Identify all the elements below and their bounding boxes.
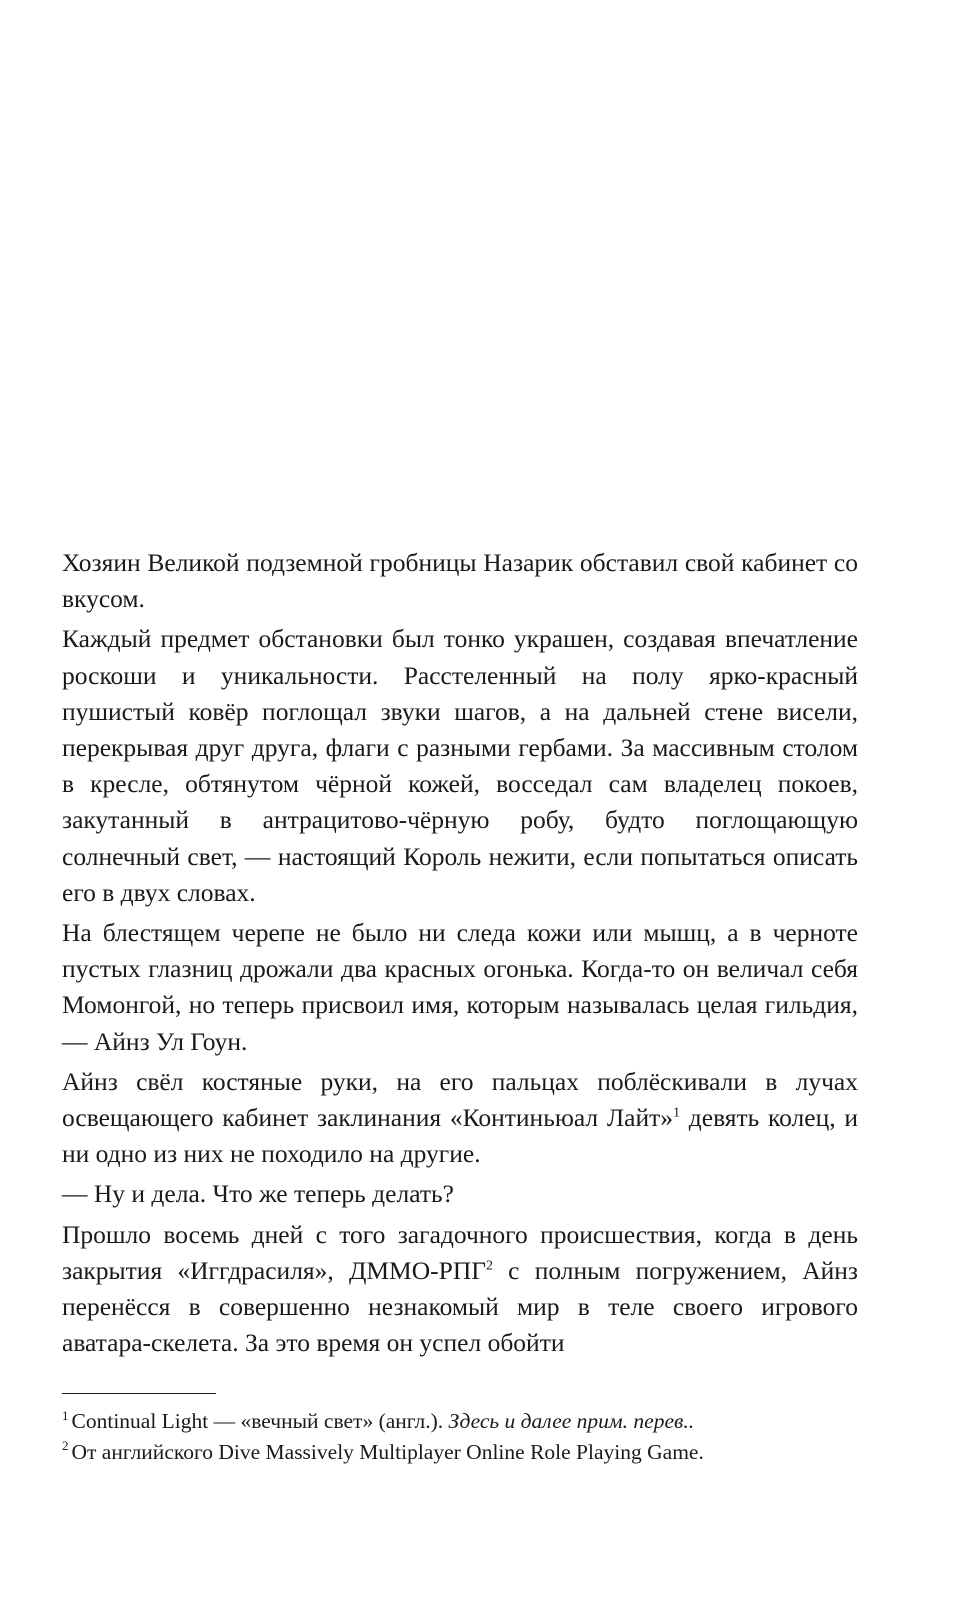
footnote-2 xyxy=(62,1437,862,1468)
footnote-1-number: 1 xyxy=(62,1407,69,1423)
paragraph-4 xyxy=(62,1064,858,1173)
footnote-2-text: От английского Dive Massively Multiplayer Online Role Playing Game. xyxy=(71,1439,704,1464)
dialogue-line: — Ну и дела. Что же теперь делать? xyxy=(62,1179,454,1209)
paragraph-6 xyxy=(62,1217,858,1362)
main-text xyxy=(62,545,858,1361)
footnote-ref-2: 2 xyxy=(485,1258,493,1274)
paragraph-3: На блестящем черепе не было ни следа кожи или мышц, а в черноте пустых глазниц дрожали два красных огонька. Когда-то он величал себя Момонгой, но теперь присвоил имя, которым называлась целая гильдия, — Айнз Ул Гоун. xyxy=(62,918,858,1056)
footnote-1-italic: Здесь и далее прим. перев.. xyxy=(448,1409,695,1433)
footnote-divider xyxy=(62,1393,216,1394)
footnote-1 xyxy=(62,1406,862,1437)
paragraph-4-text-a: Айнз свёл костяные руки, на его пальцах поблёскивали в лучах освещающего кабинет заклинания «Континьюал Лайт» xyxy=(62,1066,858,1133)
footnotes xyxy=(62,1406,862,1467)
paragraph-6-text-b: с полным погружением, Айнз перенёсся в совершенно незнакомый мир в теле своего игрового аватара-скелета. За это время он успел обойти xyxy=(62,1255,858,1358)
footnote-ref-1: 1 xyxy=(673,1105,681,1121)
paragraph-6-text-a: Прошло восемь дней с того загадочного происшествия, когда в день закрытия «Иггдрасиля», ДММО-РПГ xyxy=(62,1219,858,1285)
paragraph-4-text-b: девять колец, и ни одно из них не походило на другие. xyxy=(62,1103,859,1169)
paragraph-1: Хозяин Великой подземной гробницы Назарик обставил свой кабинет со вкусом. xyxy=(62,548,858,614)
footnote-2-number: 2 xyxy=(62,1438,69,1454)
footnote-1-text: Continual Light — «вечный свет» (англ.). xyxy=(71,1409,449,1433)
paragraph-2: Каждый предмет обстановки был тонко украшен, создавая впечатление роскоши и уникальности. Расстеленный на полу ярко-красный пушистый ковёр поглощал звуки шагов, а на дальней стене висели, перекрывая друг друга, флаги с разными гербами. За массивным столом в кресле, обтянутом чёрной кожей, восседал сам владелец покоев, закутанный в антрацитово-чёрную робу, будто поглощающую солнечный свет, — настоящий Король нежити, если попытаться описать его в двух словах. xyxy=(62,624,858,907)
